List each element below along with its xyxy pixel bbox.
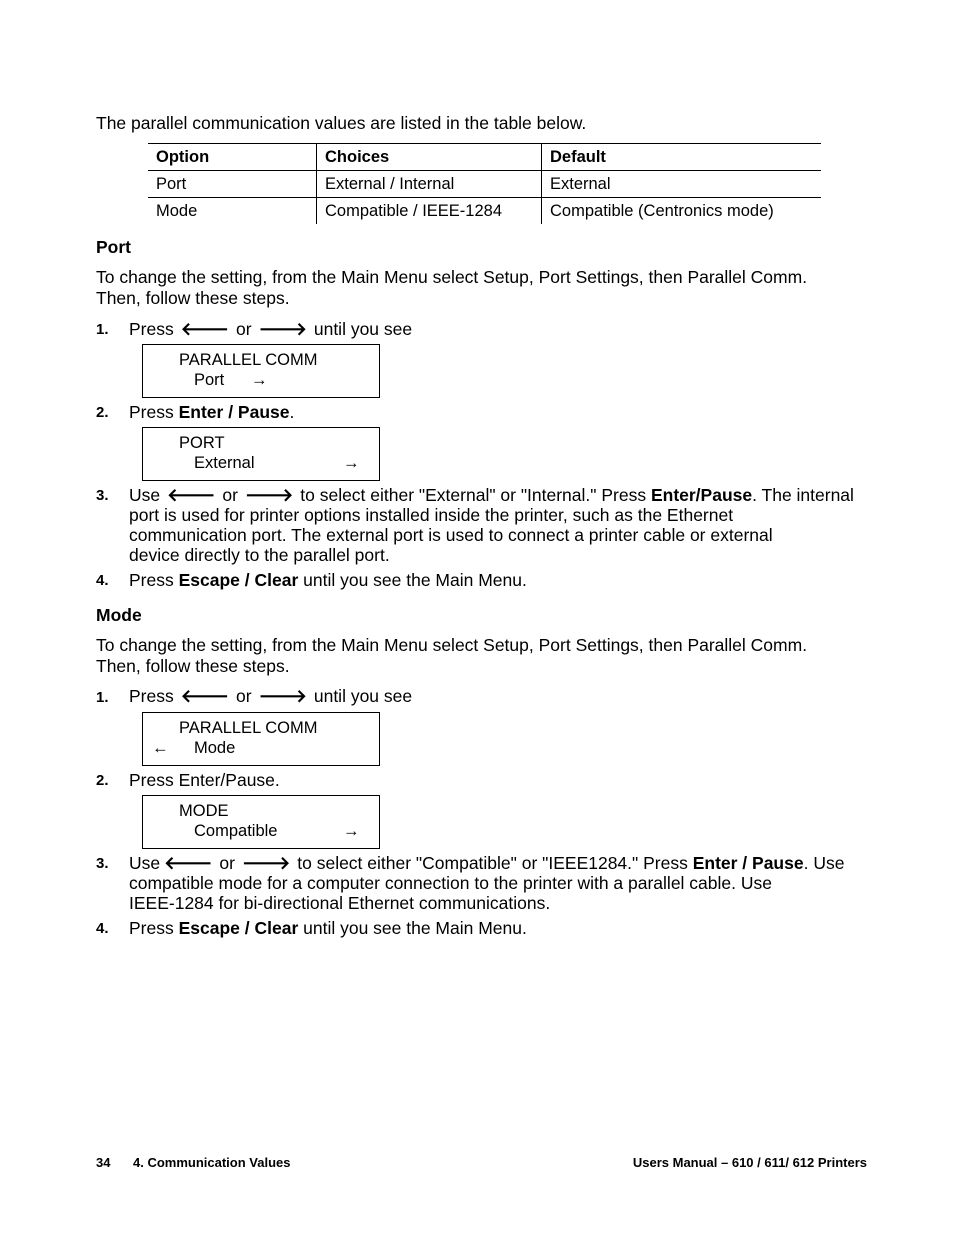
step-text: . Use <box>803 853 845 873</box>
lcd-line-2: Port <box>194 371 225 389</box>
right-arrow-icon: 🡒 <box>258 319 307 339</box>
chapter-title: 4. Communication Values <box>133 1155 291 1170</box>
mode-heading: Mode <box>96 605 142 625</box>
lcd-line-1: PARALLEL COMM <box>179 351 318 369</box>
lcd-display <box>142 712 380 766</box>
mode-paragraph <box>96 635 807 677</box>
step-text: Press <box>129 686 174 706</box>
lcd-line-2: Compatible <box>194 822 278 840</box>
port-heading: Port <box>96 237 131 257</box>
lcd-line-1: MODE <box>179 802 229 820</box>
step-text: Press <box>129 570 179 590</box>
lcd-line-1: PORT <box>179 434 225 452</box>
step-text: compatible mode for a computer connection to the printer with a parallel cable. Use <box>129 873 772 893</box>
table-cell: External / Internal <box>317 171 542 198</box>
page-number: 34 <box>96 1155 111 1170</box>
table-cell: Mode <box>156 201 198 220</box>
step-text-bold: Enter/Pause <box>650 485 753 505</box>
table-row <box>148 198 821 225</box>
table-header-option: Option <box>156 147 210 166</box>
step-text: until you see the Main Menu. <box>298 570 527 590</box>
port-step-3 <box>129 485 854 565</box>
table-header-default: Default <box>542 144 822 171</box>
table-header-row <box>148 144 821 171</box>
port-step-4 <box>129 570 527 590</box>
right-arrow-icon: → <box>343 822 360 840</box>
left-arrow-icon: 🡐 <box>180 686 230 706</box>
table-cell: Compatible (Centronics mode) <box>542 198 822 225</box>
lcd-line-1: PARALLEL COMM <box>179 719 318 737</box>
parallel-values-table <box>148 143 821 224</box>
step-text: or <box>219 853 235 873</box>
step-number: 2. <box>96 404 109 421</box>
left-arrow-icon: 🡐 <box>167 485 216 505</box>
step-text: IEEE-1284 for bi-directional Ethernet communications. <box>129 893 551 913</box>
step-number: 2. <box>96 772 109 789</box>
right-arrow-icon: 🡒 <box>258 686 307 706</box>
port-step-2 <box>129 402 294 422</box>
port-paragraph-line: Then, follow these steps. <box>96 288 290 308</box>
step-text: or <box>236 319 252 339</box>
step-number: 1. <box>96 689 109 706</box>
step-text: . The internal <box>752 485 854 505</box>
mode-step-2: Press Enter/Pause. <box>129 770 280 790</box>
manual-title: Users Manual – 610 / 611/ 612 Printers <box>632 1155 867 1170</box>
right-arrow-icon: → <box>343 454 360 472</box>
mode-paragraph-line: To change the setting, from the Main Menu select Setup, Port Settings, then Parallel Comm. <box>96 635 808 655</box>
step-text: Use <box>129 485 161 505</box>
right-arrow-icon: 🡒 <box>244 485 294 505</box>
step-text: until you see <box>313 319 413 339</box>
step-text: Press <box>129 319 174 339</box>
table-header-choices: Choices <box>317 144 542 171</box>
lcd-display <box>142 344 380 398</box>
mode-step-1 <box>129 686 412 706</box>
right-arrow-icon: → <box>251 371 268 389</box>
left-arrow-icon: 🡐 <box>164 853 213 873</box>
step-number: 1. <box>96 321 109 338</box>
port-paragraph-line: To change the setting, from the Main Menu select Setup, Port Settings, then Parallel Comm. <box>96 267 808 287</box>
table-row <box>148 171 821 198</box>
step-text: or <box>236 686 252 706</box>
table-cell: Compatible / IEEE-1284 <box>317 198 542 225</box>
step-number: 3. <box>96 855 109 872</box>
step-number: 4. <box>96 920 109 937</box>
step-text: communication port. The external port is used to connect a printer cable or external <box>129 525 773 545</box>
step-text: port is used for printer options installed inside the printer, such as the Ethernet <box>129 505 734 525</box>
table-cell: External <box>542 171 822 198</box>
step-text: . <box>289 402 295 422</box>
lcd-line-2: External <box>194 454 255 472</box>
right-arrow-icon: 🡒 <box>241 853 291 873</box>
step-number: 3. <box>96 487 109 504</box>
mode-step-3 <box>129 853 844 913</box>
table-cell: Port <box>156 174 187 193</box>
step-text: Press <box>129 918 179 938</box>
lcd-line-2: Mode <box>194 739 236 757</box>
port-paragraph <box>96 267 807 309</box>
step-text-bold: Escape / Clear <box>178 918 299 938</box>
lcd-display <box>142 795 380 849</box>
step-text: device directly to the parallel port. <box>129 545 390 565</box>
step-number: 4. <box>96 572 109 589</box>
left-arrow-icon: 🡐 <box>180 319 230 339</box>
step-text-bold: Escape / Clear <box>178 570 299 590</box>
step-text: or <box>222 485 238 505</box>
step-text-bold: Enter / Pause <box>178 402 290 422</box>
step-text: until you see the Main Menu. <box>298 918 527 938</box>
step-text-bold: Enter / Pause <box>692 853 804 873</box>
mode-step-4 <box>129 918 527 938</box>
mode-paragraph-line: Then, follow these steps. <box>96 656 290 676</box>
step-text: until you see <box>313 686 413 706</box>
lcd-display <box>142 427 380 481</box>
step-text: to select either "External" or "Internal." Press <box>300 485 651 505</box>
left-arrow-icon: ← <box>152 739 169 757</box>
step-text: Use <box>129 853 161 873</box>
intro-text: The parallel communication values are listed in the table below. <box>96 113 587 133</box>
port-step-1 <box>129 319 412 339</box>
step-text: Press <box>129 402 179 422</box>
step-text: to select either "Compatible" or "IEEE1284." Press <box>297 853 693 873</box>
